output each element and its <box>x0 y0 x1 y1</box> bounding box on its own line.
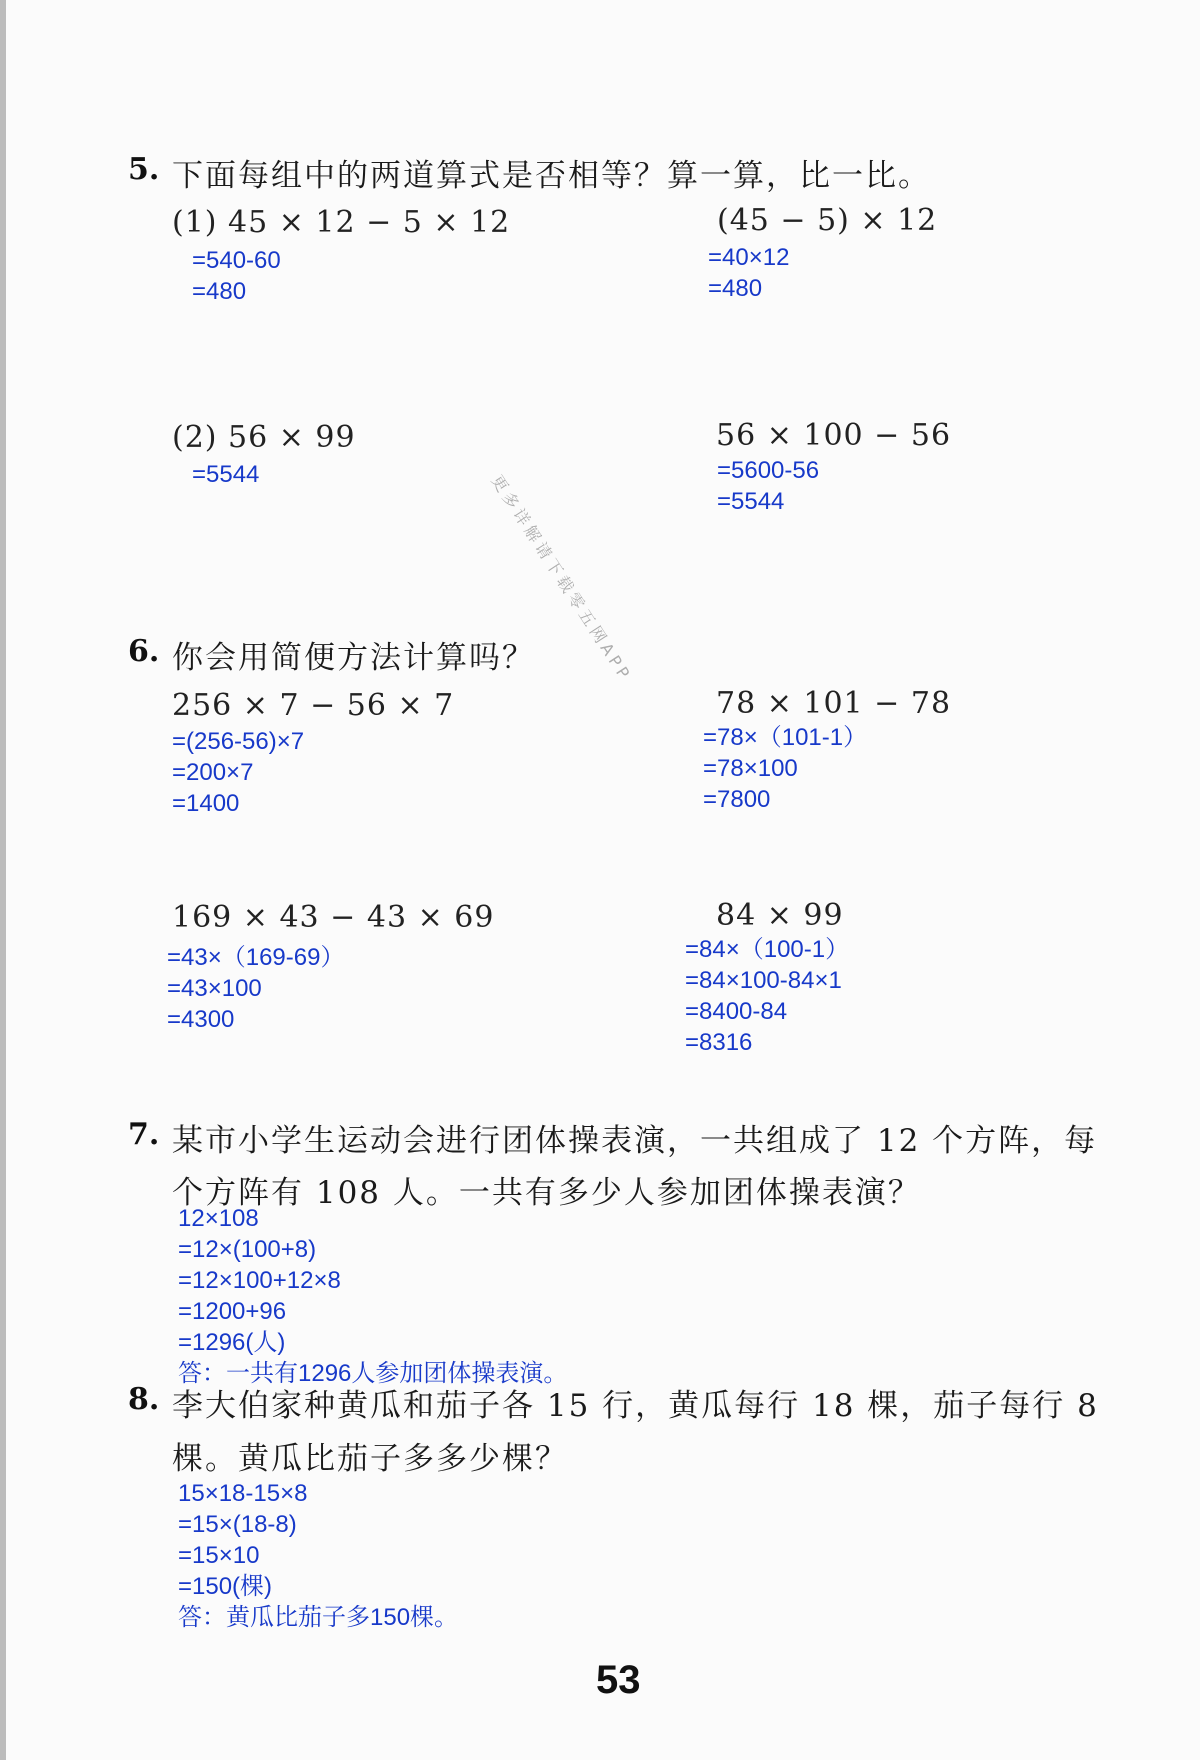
answer-step: =15×10 <box>178 1542 260 1569</box>
answer-step: =5544 <box>717 488 785 515</box>
q5-pair2-left-expr: (2) 56 × 99 <box>172 420 356 455</box>
answer-step: =480 <box>192 278 247 305</box>
answer-step: =78×（101-1） <box>703 724 868 751</box>
q5-pair2-right-steps <box>717 455 819 517</box>
answer-step: =43×100 <box>167 975 262 1002</box>
answer-step: =43×（169-69） <box>167 944 345 971</box>
answer-step: =1200+96 <box>178 1298 287 1325</box>
answer-step: =12×(100+8) <box>178 1236 317 1263</box>
answer-step: =480 <box>708 275 763 302</box>
answer-step: =200×7 <box>172 759 254 786</box>
answer-step: =5600-56 <box>717 457 820 484</box>
q7-text-line2: 个方阵有 108 人。一共有多少人参加团体操表演？ <box>172 1175 921 1211</box>
answer-step: =4300 <box>167 1006 235 1033</box>
q8-text-line1: 李大伯家种黄瓜和茄子各 15 行，黄瓜每行 18 棵，茄子每行 8 <box>172 1388 1099 1424</box>
q6-item4-steps <box>685 934 849 1058</box>
answer-step: =15×(18-8) <box>178 1511 297 1538</box>
q6-item2-steps <box>703 722 867 815</box>
answer-step: =540-60 <box>192 247 281 274</box>
answer-step: =1296(人) <box>178 1329 286 1356</box>
answer-step: =78×100 <box>703 755 798 782</box>
q6-item2-expr: 78 × 101 − 78 <box>716 686 952 721</box>
q6-item4-expr: 84 × 99 <box>716 898 844 933</box>
q5-number: 5. <box>128 152 160 187</box>
q5-pair2-right-expr: 56 × 100 − 56 <box>716 418 952 453</box>
page-number: 53 <box>596 1658 641 1702</box>
answer-step: =84×（100-1） <box>685 936 850 963</box>
q8-steps <box>178 1478 458 1633</box>
answer-step: =8400-84 <box>685 998 788 1025</box>
q6-item1-expr: 256 × 7 − 56 × 7 <box>172 688 455 723</box>
answer-step: 12×108 <box>178 1205 259 1232</box>
answer-step: =150(棵) <box>178 1573 273 1600</box>
q5-pair1-right-steps <box>708 242 789 304</box>
q5-text: 下面每组中的两道算式是否相等？算一算，比一比。 <box>172 158 931 194</box>
answer-step: =7800 <box>703 786 771 813</box>
q6-item3-expr: 169 × 43 − 43 × 69 <box>172 900 495 935</box>
answer-step: =(256-56)×7 <box>172 728 305 755</box>
q6-item1-steps <box>172 726 304 819</box>
answer-step: =12×100+12×8 <box>178 1267 341 1294</box>
q6-item3-steps <box>167 942 344 1035</box>
q5-pair1-left-expr: (1) 45 × 12 − 5 × 12 <box>172 205 511 240</box>
q7-text-line1: 某市小学生运动会进行团体操表演，一共组成了 12 个方阵，每 <box>172 1123 1098 1159</box>
q6-number: 6. <box>128 634 160 669</box>
answer-step: =5544 <box>192 461 260 488</box>
answer-step: =84×100-84×1 <box>685 967 842 994</box>
answer-step: =1400 <box>172 790 240 817</box>
q5-pair1-right-expr: (45 − 5) × 12 <box>717 203 938 238</box>
q7-number: 7. <box>128 1117 160 1152</box>
watermark-text: 更多详解请下载零五网APP <box>487 471 636 686</box>
q7-steps <box>178 1203 567 1389</box>
q5-pair2-left-steps <box>192 459 259 490</box>
q6-text: 你会用简便方法计算吗？ <box>172 640 535 676</box>
q8-number: 8. <box>128 1382 160 1417</box>
answer-sentence: 答：黄瓜比茄子多150棵。 <box>178 1604 459 1631</box>
q8-text-line2: 棵。黄瓜比茄子多多少棵？ <box>172 1441 568 1477</box>
answer-sentence: 答：一共有1296人参加团体操表演。 <box>178 1360 568 1387</box>
answer-step: =8316 <box>685 1029 753 1056</box>
answer-step: =40×12 <box>708 244 790 271</box>
answer-step: 15×18-15×8 <box>178 1480 308 1507</box>
q5-pair1-left-steps <box>192 245 281 307</box>
